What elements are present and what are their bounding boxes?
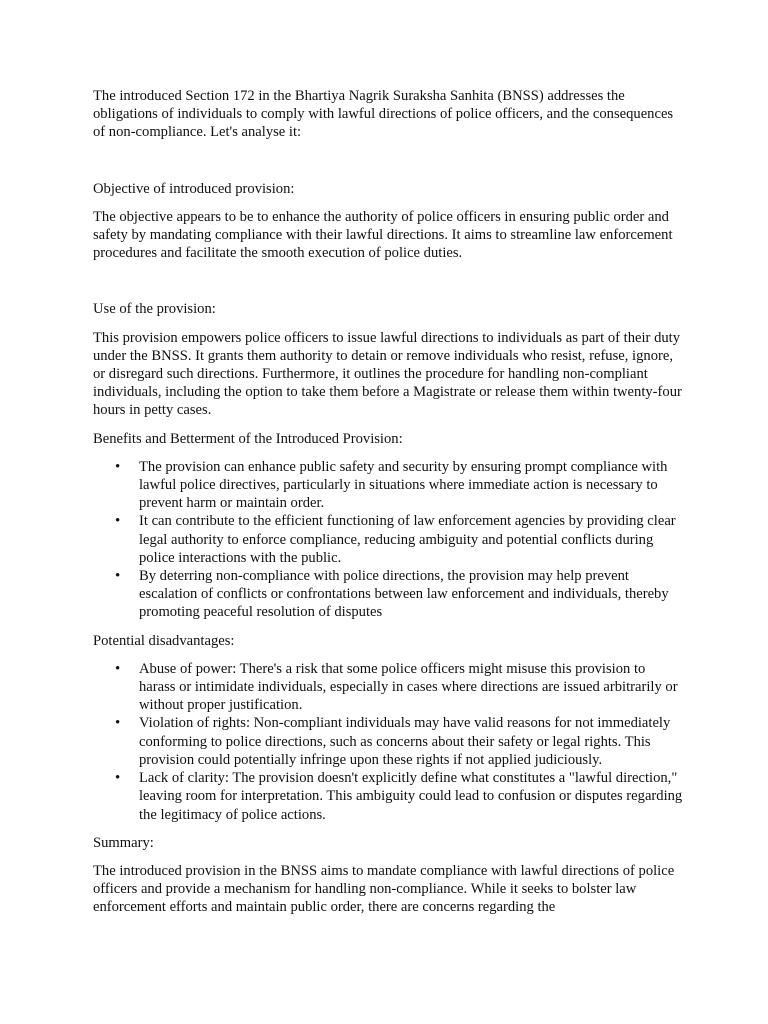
- disadvantages-list: [93, 660, 683, 824]
- list-item: • The provision can enhance public safety and security by ensuring prompt compliance with lawful police directives, particularly in situations where immediate action is necessary to prevent harm or maintain order.: [93, 458, 683, 513]
- objective-heading: Objective of introduced provision:: [93, 180, 295, 197]
- summary-heading: Summary:: [93, 834, 154, 851]
- list-item: • Violation of rights: Non-compliant individuals may have valid reasons for not immediately conforming to police directions, such as concerns about their safety or legal rights. This provision could potentially infringe upon these rights if not applied judiciously.: [93, 714, 683, 769]
- list-item: • Abuse of power: There's a risk that some police officers might misuse this provision to harass or intimidate individuals, especially in cases where directions are issued arbitrarily or without proper justification.: [93, 660, 683, 715]
- document-page: [93, 87, 683, 927]
- summary-paragraph: The introduced provision in the BNSS aims to mandate compliance with lawful directions of police officers and provide a mechanism for handling non-compliance. While it seeks to bolster law enforcement efforts and maintain public order, there are concerns regarding the: [93, 862, 675, 916]
- disadvantages-heading: Potential disadvantages:: [93, 632, 235, 649]
- list-item: • By deterring non-compliance with police directions, the provision may help prevent escalation of conflicts or confrontations between law enforcement and individuals, thereby promoting peaceful resolution of disputes: [93, 567, 683, 622]
- intro-paragraph: The introduced Section 172 in the Bhartiya Nagrik Suraksha Sanhita (BNSS) addresses the obligations of individuals to comply with lawful directions of police officers, and the consequences of non-compliance. Let's analyse it:: [93, 88, 674, 141]
- use-heading: Use of the provision:: [93, 301, 216, 318]
- use-paragraph: This provision empowers police officers to issue lawful directions to individuals as part of their duty under the BNSS. It grants them authority to detain or remove individuals who resist, refuse, ignore, or disregard such directions. Furthermore, it outlines the procedure for handling non-compliant individuals, including the option to take them before a Magistrate or release them within twenty-four hours in petty cases.: [93, 329, 682, 419]
- list-item: • It can contribute to the efficient functioning of law enforcement agencies by providing clear legal authority to enforce compliance, reducing ambiguity and potential conflicts during police interactions with the public.: [93, 512, 683, 567]
- list-item: • Lack of clarity: The provision doesn't explicitly define what constitutes a "lawful direction," leaving room for interpretation. This ambiguity could lead to confusion or disputes regarding the legitimacy of police actions.: [93, 769, 683, 824]
- benefits-list: [93, 458, 683, 622]
- benefits-heading: Benefits and Betterment of the Introduced Provision:: [93, 430, 403, 447]
- objective-paragraph: The objective appears to be to enhance the authority of police officers in ensuring public order and safety by mandating compliance with their lawful directions. It aims to streamline law enforcement procedures and facilitate the smooth execution of police duties.: [93, 208, 673, 262]
